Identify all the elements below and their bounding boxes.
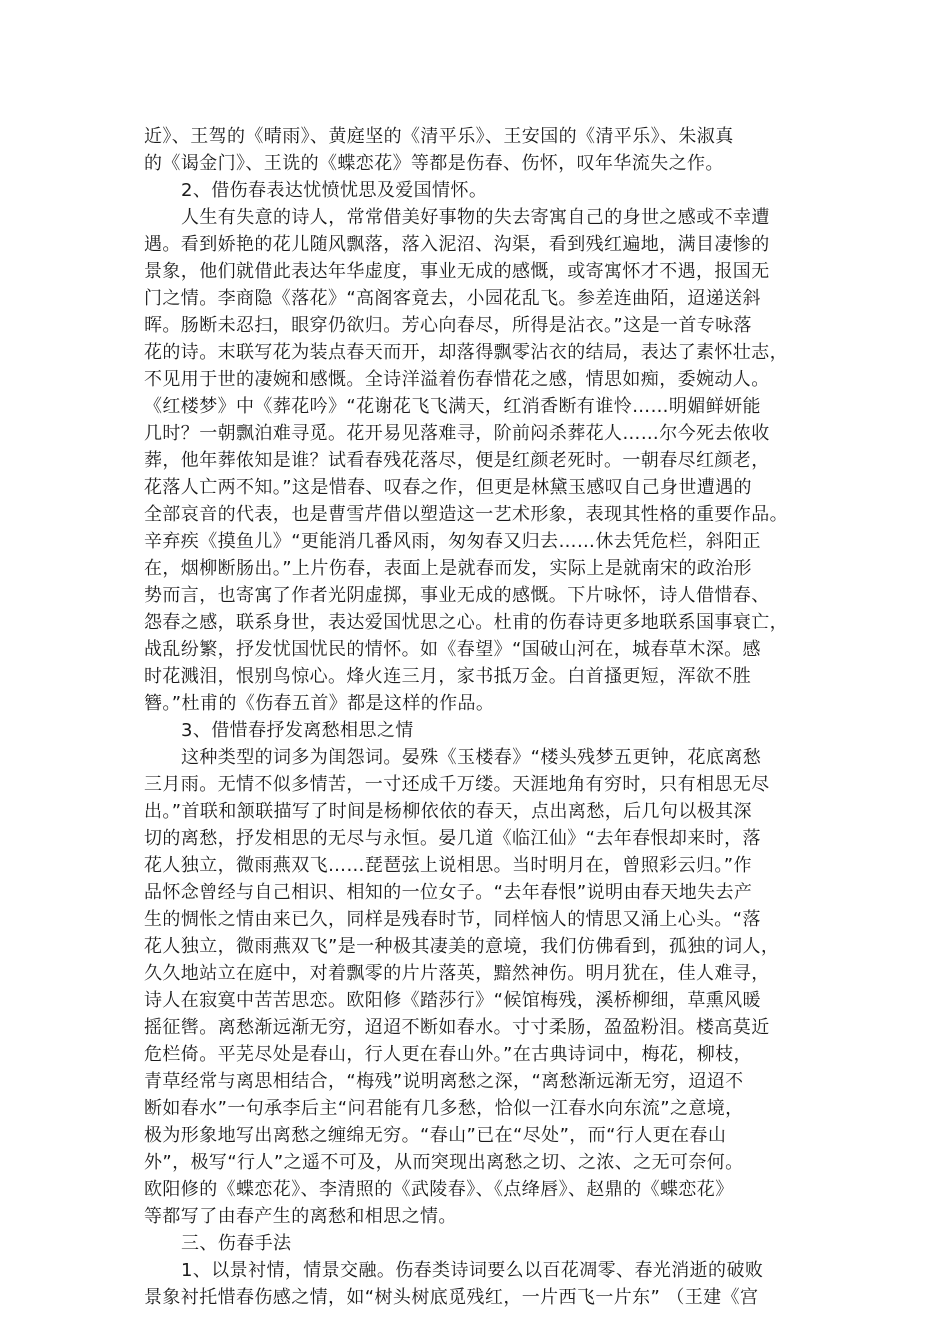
text-line: 花的诗。末联写花为装点春天而开，却落得飘零沾衣的结局，表达了素怀壮志， (144, 342, 788, 363)
text-line: 危栏倚。平芜尽处是春山，行人更在春山外。”在古典诗词中，梅花，柳枝， (144, 1044, 752, 1065)
text-line: 久久地站立在庭中，对着飘零的片片落英，黯然神伤。明月犹在，佳人难寻， (144, 963, 770, 984)
text-line: 晖。肠断未忍扫，眼穿仍欲归。芳心向春尽，所得是沾衣。”这是一首专咏落 (144, 315, 752, 336)
text-line: 青草经常与离思相结合，“梅残”说明离愁之深，“离愁渐远渐无穷，迢迢不 (144, 1071, 744, 1092)
text-line: 怨春之感，联系身世，表达爱国忧思之心。杜甫的伤春诗更多地联系国事衰亡， (144, 612, 788, 633)
text-line: 时花溅泪，恨别鸟惊心。烽火连三月，家书抵万金。白首搔更短，浑欲不胜 (144, 666, 752, 687)
text-line: 摇征辔。离愁渐远渐无穷，迢迢不断如春水。寸寸柔肠，盈盈粉泪。楼高莫近 (144, 1017, 770, 1038)
text-line: 诗人在寂寞中苦苦思恋。欧阳修《踏莎行》“候馆梅残，溪桥柳细，草熏风暖 (144, 990, 761, 1011)
text-line: 欧阳修的《蝶恋花》、李清照的《武陵春》、《点绛唇》、赵鼎的《蝶恋花》 (144, 1179, 734, 1200)
text-line: 人生有失意的诗人，常常借美好事物的失去寄寓自己的身世之感或不幸遭 (181, 207, 770, 228)
text-line: 辛弃疾《摸鱼儿》“更能消几番风雨，匆匆春又归去……休去凭危栏，斜阳正 (144, 531, 761, 552)
text-line: 品怀念曾经与自己相识、相知的一位女子。“去年春恨”说明由春天地失去产 (144, 882, 753, 903)
text-line: 等都写了由春产生的离愁和相思之情。 (144, 1206, 457, 1227)
text-line: 外”，极写“行人”之遥不可及，从而突现出离愁之切、之浓、之无可奈何。 (144, 1152, 744, 1173)
text-line: 三月雨。无情不似多情苦，一寸还成千万缕。天涯地角有穷时，只有相思无尽 (144, 774, 770, 795)
text-line: 《红楼梦》中《葬花吟》“花谢花飞飞满天，红消香断有谁怜……明媚鲜妍能 (144, 396, 761, 417)
text-line: 不见用于世的凄婉和感慨。全诗洋溢着伤春惜花之感，情思如痴，委婉动人。 (144, 369, 770, 390)
text-line: 在，烟柳断肠出。”上片伤春，表面上是就春而发，实际上是就南宋的政治形 (144, 558, 752, 579)
text-line: 花落人亡两不知。”这是惜春、叹春之作，但更是林黛玉感叹自己身世遭遇的 (144, 477, 752, 498)
text-line: 这种类型的词多为闺怨词。晏殊《玉楼春》“楼头残梦五更钟，花底离愁 (181, 747, 762, 768)
text-line: 3、借惜春抒发离愁相思之情 (181, 720, 414, 741)
text-line: 遇。看到娇艳的花儿随风飘落，落入泥沼、沟渠，看到残红遍地，满目凄惨的 (144, 234, 770, 255)
text-line: 几时？一朝飘泊难寻觅。花开易见落难寻，阶前闷杀葬花人……尔今死去侬收 (144, 423, 770, 444)
text-line: 断如春水”一句承李后主“问君能有几多愁，恰似一江春水向东流”之意境， (144, 1098, 744, 1119)
text-line: 花人独立，微雨燕双飞”是一种极其凄美的意境，我们仿佛看到，孤独的词人， (144, 936, 780, 957)
text-line: 簪。”杜甫的《伤春五首》都是这样的作品。 (144, 693, 495, 714)
text-line: 势而言，也寄寓了作者光阴虚掷，事业无成的感慨。下片咏怀，诗人借惜春、 (144, 585, 770, 606)
text-line: 切的离愁，抒发相思的无尽与永恒。晏几道《临江仙》“去年春恨却来时，落 (144, 828, 761, 849)
text-line: 出。”首联和颔联描写了时间是杨柳依依的春天，点出离愁，后几句以极其深 (144, 801, 752, 822)
text-line: 花人独立，微雨燕双飞……琵琶弦上说相思。当时明月在，曾照彩云归。”作 (144, 855, 752, 876)
text-line: 景象衬托惜春伤感之情，如“树头树底觅残红，一片西飞一片东” （王建《宫 (144, 1287, 759, 1308)
text-line: 的《谒金门》、王诜的《蝶恋花》等都是伤春、伤怀，叹年华流失之作。 (144, 153, 724, 174)
text-line: 葬，他年葬侬知是谁？试看春残花落尽，便是红颜老死时。一朝春尽红颜老， (144, 450, 770, 471)
text-line: 近》、王驾的《晴雨》、黄庭坚的《清平乐》、王安国的《清平乐》、朱淑真 (144, 126, 734, 147)
text-line: 极为形象地写出离愁之缠绵无穷。“春山”已在“尽处”，而“行人更在春山 (144, 1125, 727, 1146)
text-line: 全部哀音的代表，也是曹雪芹借以塑造这一艺术形象，表现其性格的重要作品。 (144, 504, 788, 525)
text-line: 战乱纷繁，抒发忧国忧民的情怀。如《春望》“国破山河在，城春草木深。感 (144, 639, 761, 660)
text-line: 2、借伤春表达忧愤忧思及爱国情怀。 (181, 180, 488, 201)
text-line: 生的惆怅之情由来已久，同样是残春时节，同样恼人的情思又涌上心头。“落 (144, 909, 761, 930)
document-body (144, 123, 806, 1311)
text-line: 门之情。李商隐《落花》“高阁客竟去，小园花乱飞。参差连曲陌，迢递送斜 (144, 288, 761, 309)
text-line: 景象，他们就借此表达年华虚度，事业无成的感慨，或寄寓怀才不遇，报国无 (144, 261, 770, 282)
text-line: 三、伤春手法 (181, 1233, 292, 1254)
text-line: 1、以景衬情，情景交融。伤春类诗词要么以百花凋零、春光消逝的破败 (181, 1260, 764, 1281)
